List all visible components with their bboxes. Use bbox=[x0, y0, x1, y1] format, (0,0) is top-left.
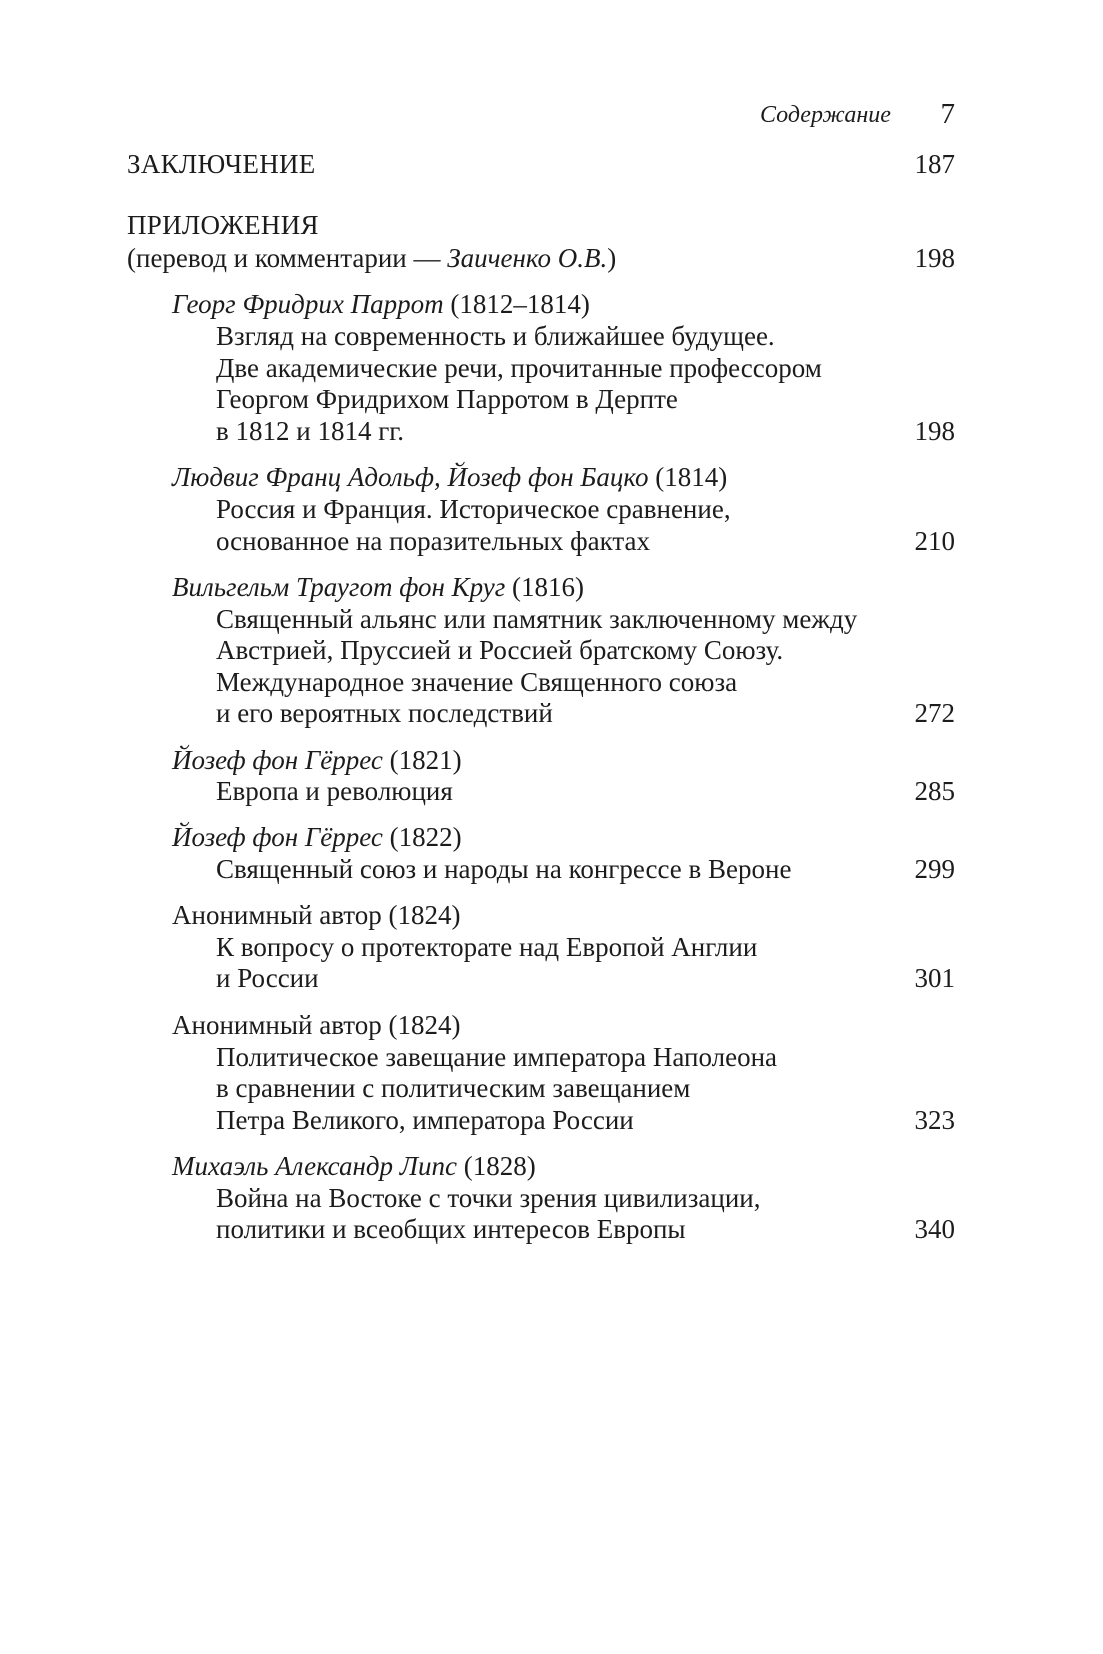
entry-author: Йозеф фон Гёррес bbox=[172, 822, 383, 852]
appendices-note-author: Заиченко О.В. bbox=[447, 243, 608, 273]
entry-years: (1828) bbox=[457, 1151, 536, 1181]
entry-page: 285 bbox=[914, 776, 955, 806]
entry-author-line: Анонимный автор (1824) bbox=[172, 900, 461, 930]
entry-title-line: Война на Востоке с точки зрения цивилизации, bbox=[216, 1183, 761, 1213]
appendices-title: ПРИЛОЖЕНИЯ bbox=[127, 210, 319, 240]
entry-years: (1812–1814) bbox=[443, 289, 590, 319]
entry-title-line: основанное на поразительных фактах bbox=[216, 526, 650, 556]
entry-title-line: Священный союз и народы на конгрессе в Вероне bbox=[216, 854, 792, 884]
entry-page: 340 bbox=[914, 1214, 955, 1244]
conclusion-page: 187 bbox=[914, 149, 955, 179]
entry-title-line: и его вероятных последствий bbox=[216, 698, 553, 728]
entry-title-line: в сравнении с политическим завещанием bbox=[216, 1073, 691, 1103]
entry-author-line: Анонимный автор (1824) bbox=[172, 1010, 461, 1040]
entry-title-line: Австрией, Пруссией и Россией братскому Союзу. bbox=[216, 635, 784, 665]
entry-page: 210 bbox=[914, 526, 955, 556]
entry-title-line: Политическое завещание императора Наполеона bbox=[216, 1042, 778, 1072]
appendices-note-prefix: (перевод и комментарии — bbox=[127, 243, 448, 273]
entry-author: Людвиг Франц Адольф, Йозеф фон Бацко bbox=[172, 462, 649, 492]
page-number: 7 bbox=[940, 98, 955, 130]
entry-title-line: Международное значение Священного союза bbox=[216, 667, 738, 697]
entry-title-line: политики и всеобщих интересов Европы bbox=[216, 1214, 686, 1244]
entry-title-line: Петра Великого, императора России bbox=[216, 1105, 634, 1135]
entry-years: (1821) bbox=[382, 745, 462, 775]
entry-title-line: и России bbox=[216, 963, 319, 993]
running-header-title: Содержание bbox=[760, 102, 891, 128]
entry-years: (1822) bbox=[382, 822, 462, 852]
appendices-page: 198 bbox=[914, 243, 955, 273]
entry-years: (1816) bbox=[505, 572, 584, 602]
entry-title-line: в 1812 и 1814 гг. bbox=[216, 416, 405, 446]
entry-author: Георг Фридрих Паррот bbox=[172, 289, 444, 319]
entry-page: 323 bbox=[914, 1105, 955, 1135]
entry-page: 299 bbox=[914, 854, 955, 884]
entry-author-line bbox=[172, 744, 462, 776]
entry-title-line: Георгом Фридрихом Парротом в Дерпте bbox=[216, 384, 678, 414]
entry-author-line bbox=[172, 288, 590, 320]
entry-author-line bbox=[172, 571, 584, 603]
entry-author: Йозеф фон Гёррес bbox=[172, 745, 383, 775]
entry-page: 272 bbox=[914, 698, 955, 728]
entry-title-line: Взгляд на современность и ближайшее будущее. bbox=[216, 321, 775, 351]
entry-page: 301 bbox=[914, 963, 955, 993]
entry-title-line: Россия и Франция. Историческое сравнение, bbox=[216, 494, 731, 524]
entry-author-line bbox=[172, 821, 462, 853]
entry-author: Михаэль Александр Липс bbox=[172, 1151, 458, 1181]
entry-author: Вильгельм Траугот фон Круг bbox=[172, 572, 506, 602]
appendices-note bbox=[127, 242, 616, 274]
entry-page: 198 bbox=[914, 416, 955, 446]
entry-title-line: Священный альянс или памятник заключенному между bbox=[216, 604, 858, 634]
entry-title-line: Европа и революция bbox=[216, 776, 453, 806]
entry-author-line bbox=[172, 1150, 536, 1182]
entry-years: (1814) bbox=[648, 462, 728, 492]
entry-title-line: К вопросу о протекторате над Европой Англии bbox=[216, 932, 758, 962]
entry-title-line: Две академические речи, прочитанные профессором bbox=[216, 353, 822, 383]
entry-author-line bbox=[172, 461, 727, 493]
appendices-note-suffix: ) bbox=[607, 243, 617, 273]
conclusion-title: ЗАКЛЮЧЕНИЕ bbox=[127, 149, 316, 179]
